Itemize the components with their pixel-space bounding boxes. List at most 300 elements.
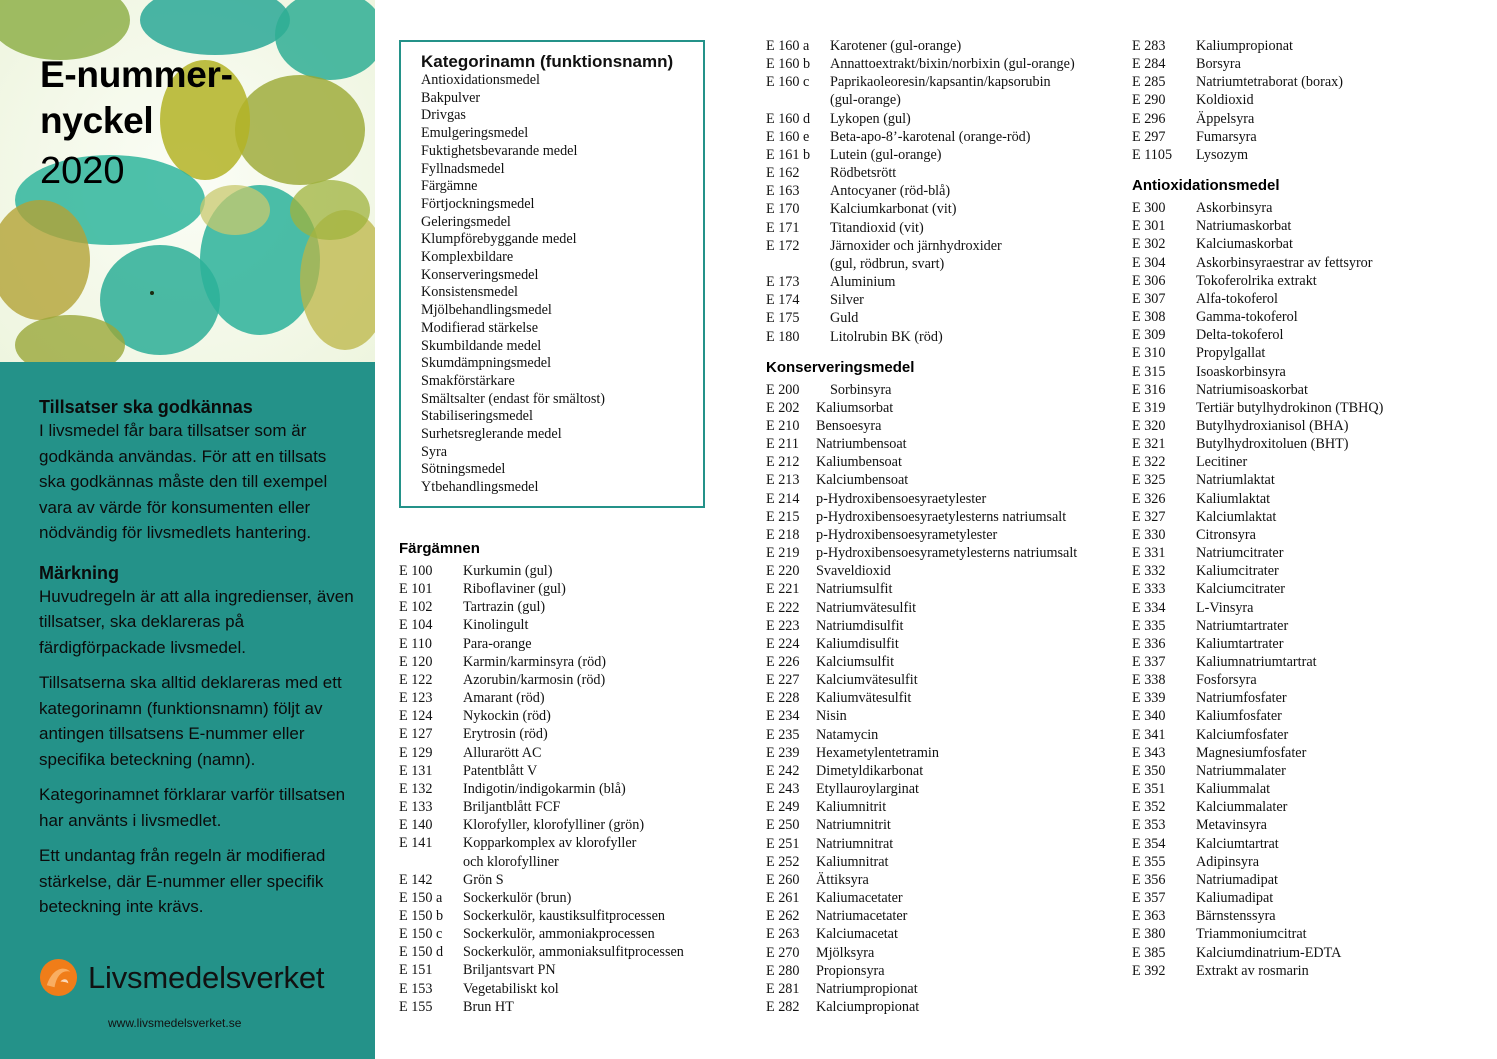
e-number-code: E 234: [766, 708, 800, 725]
colours-heading: Färgämnen: [399, 540, 480, 557]
e-number-row: [766, 762, 1077, 780]
e-number-row: [1132, 580, 1383, 598]
e-number-name: Bensoesyra: [816, 417, 882, 434]
e-number-row: [1132, 853, 1383, 871]
e-number-row: [766, 291, 1077, 309]
e-number-code: E 239: [766, 744, 800, 761]
e-number-code: E 160 b: [766, 56, 811, 73]
e-number-row: [399, 961, 684, 979]
category-item: Färgämne: [421, 178, 478, 195]
e-number-row: [1132, 381, 1383, 399]
e-number-row: [1132, 816, 1383, 834]
e-number-row: [766, 907, 1077, 925]
e-number-code: E 214: [766, 490, 800, 507]
e-number-row: [1132, 91, 1383, 109]
e-number-name: Dimetyldikarbonat: [816, 762, 924, 779]
e-number-row: [1132, 835, 1383, 853]
e-number-name: Natriumaskorbat: [1196, 218, 1292, 235]
preservatives-heading: Konserveringsmedel: [766, 358, 915, 376]
e-number-name: Kalciumbensoat: [816, 472, 909, 489]
e-number-row: [766, 580, 1077, 598]
e-number-row: [766, 889, 1077, 907]
category-item: Stabiliseringsmedel: [421, 408, 533, 425]
e-number-name: Hexametylentetramin: [816, 744, 939, 761]
e-number-name: Äppelsyra: [1196, 110, 1255, 127]
e-number-name: p-Hydroxibensoesyraetylester: [816, 490, 987, 507]
e-number-code: E 304: [1132, 254, 1166, 271]
e-number-name: Antocyaner (röd-blå): [830, 183, 951, 200]
e-number-name: Natriumnitrit: [816, 817, 891, 834]
e-number-name: Kalciummalater: [1196, 799, 1288, 816]
e-number-row: [766, 744, 1077, 762]
e-number-name: Natriumpropionat: [816, 980, 918, 997]
e-number-name: Para-orange: [463, 635, 532, 652]
e-number-code: E 301: [1132, 218, 1166, 235]
e-number-code: E 284: [1132, 56, 1166, 73]
e-number-code: E 356: [1132, 871, 1166, 888]
brand-logo[interactable]: [39, 958, 324, 997]
e-number-name: Propionsyra: [816, 962, 885, 979]
e-number-row: [399, 744, 684, 762]
category-item: Modifierad stärkelse: [421, 319, 539, 336]
e-number-code: E 155: [399, 998, 433, 1015]
e-number-name: Metavinsyra: [1196, 817, 1267, 834]
e-number-row: [399, 725, 684, 743]
category-item: Skumdämpningsmedel: [421, 355, 552, 372]
e-number-name: Natamycin: [816, 726, 879, 743]
e-number-code: E 213: [766, 472, 800, 489]
para-declaration: Tillsatserna ska alltid deklareras med ett kategorinamn (funktionsnamn) följt av antingen tillsatsens E-nummer eller specifika beteckning (namn).: [39, 673, 342, 769]
e-number-code: E 228: [766, 690, 800, 707]
e-number-code: E 282: [766, 998, 800, 1015]
e-number-row: [766, 219, 1077, 237]
e-number-code: E 127: [399, 726, 433, 743]
e-number-code: E 250: [766, 817, 800, 834]
e-number-row: [1132, 889, 1383, 907]
colours-section: [399, 539, 684, 1016]
e-number-name: Natriumnitrat: [816, 835, 894, 852]
category-item: Surhetsreglerande medel: [421, 426, 562, 443]
e-number-code: E 320: [1132, 417, 1166, 434]
e-number-name: Amarant (röd): [463, 690, 545, 707]
e-number-name: Askorbinsyra: [1196, 200, 1273, 217]
e-number-row: [1132, 146, 1383, 164]
e-number-code: E 351: [1132, 781, 1166, 798]
e-number-code: E 315: [1132, 363, 1166, 380]
e-number-code: E 331: [1132, 545, 1166, 562]
e-number-row: [399, 980, 684, 998]
e-number-code: E 336: [1132, 635, 1166, 652]
e-number-row: [1132, 599, 1383, 617]
e-number-code: E 102: [399, 599, 433, 616]
e-number-row: [1132, 907, 1383, 925]
e-number-name: p-Hydroxibensoesyraetylesterns natriumsalt: [816, 508, 1067, 525]
e-number-name: Kalciumcitrater: [1196, 581, 1286, 598]
e-number-row: [399, 834, 684, 852]
e-number-row: [766, 980, 1077, 998]
e-number-name: Etyllauroylarginat: [816, 781, 919, 798]
e-number-row: [399, 871, 684, 889]
e-number-row: [1132, 363, 1383, 381]
e-number-name: Natriummalater: [1196, 762, 1286, 779]
e-number-code: E 327: [1132, 508, 1166, 525]
preservatives-list: [766, 381, 1077, 1016]
e-number-name: Patentblått V: [463, 762, 538, 779]
e-number-code: E 222: [766, 599, 800, 616]
antioxidants-heading: Antioxidationsmedel: [1132, 177, 1280, 195]
e-number-name: Kalciumsulfit: [816, 654, 895, 670]
e-number-row: [766, 944, 1077, 962]
e-number-name: Briljantsvart PN: [463, 962, 556, 979]
e-number-code: E 330: [1132, 526, 1166, 543]
e-number-code: E 285: [1132, 74, 1166, 91]
e-number-row: [399, 816, 684, 834]
e-number-name: Riboflaviner (gul): [463, 581, 566, 598]
e-number-code: E 341: [1132, 726, 1166, 743]
e-number-row: [766, 599, 1077, 617]
e-number-name: Litolrubin BK (röd): [830, 328, 943, 345]
e-number-row: [1132, 254, 1383, 272]
e-number-row: [766, 37, 1077, 55]
e-number-row: [766, 399, 1077, 417]
e-number-row: [766, 925, 1077, 943]
e-number-code: E 392: [1132, 962, 1166, 979]
e-number-name: Butylhydroxitoluen (BHT): [1196, 436, 1349, 453]
e-number-code: E 172: [766, 237, 800, 254]
e-number-code: [399, 853, 463, 871]
e-number-code: E 223: [766, 617, 800, 634]
e-number-row: [399, 635, 684, 653]
e-number-code: E 212: [766, 454, 800, 471]
e-number-name: Kaliumbensoat: [816, 454, 902, 471]
e-number-name: Kaliumnitrit: [816, 799, 887, 816]
e-number-name: Brun HT: [463, 998, 514, 1015]
category-item: Emulgeringsmedel: [421, 125, 529, 142]
title-year: 2020: [40, 150, 125, 192]
heading-labelling: Märkning: [39, 562, 120, 583]
e-number-name: Natriumtartrater: [1196, 617, 1289, 634]
e-number-code: E 161 b: [766, 146, 811, 163]
e-number-name: Sockerkulör (brun): [463, 889, 572, 906]
e-number-code: E 142: [399, 871, 433, 888]
e-number-name: Kalciumaskorbat: [1196, 236, 1293, 253]
e-number-name: Kaliumnitrat: [816, 853, 889, 870]
e-number-code: E 354: [1132, 835, 1166, 852]
e-number-row: [1132, 73, 1383, 91]
e-number-code: E 123: [399, 690, 433, 707]
e-number-name: Lykopen (gul): [830, 110, 911, 127]
e-number-row: [766, 635, 1077, 653]
title-line-1: E-nummer-: [40, 54, 233, 95]
e-number-name: Beta-apo-8’-karotenal (orange-röd): [830, 128, 1031, 145]
e-number-code: E 316: [1132, 381, 1166, 398]
category-item: Syra: [421, 443, 448, 460]
e-number-code: E 120: [399, 653, 433, 670]
e-number-code: E 283: [1132, 38, 1166, 54]
e-number-row: [399, 653, 684, 671]
e-number-name: Nykockin (röd): [463, 708, 551, 725]
e-number-name: Fosforsyra: [1196, 672, 1257, 689]
e-number-row: [1132, 707, 1383, 725]
e-number-name: Citronsyra: [1196, 526, 1256, 543]
e-number-code: E 133: [399, 799, 433, 816]
e-number-row: [766, 835, 1077, 853]
e-number-row: [1132, 726, 1383, 744]
e-number-row: [766, 798, 1077, 816]
e-number-name: Koldioxid: [1196, 92, 1254, 109]
e-number-name: Kalciumfosfater: [1196, 726, 1289, 743]
category-item: Antioxidationsmedel: [421, 72, 541, 88]
e-number-row: [399, 925, 684, 943]
e-number-row: [766, 55, 1077, 73]
e-number-code: E 352: [1132, 799, 1166, 816]
website-link[interactable]: www.livsmedelsverket.se: [108, 1016, 242, 1030]
e-number-row: [766, 653, 1077, 671]
e-number-code: E 200: [766, 381, 800, 398]
e-number-row: [399, 707, 684, 725]
e-number-name: Kaliumadipat: [1196, 890, 1274, 907]
e-number-name: Karmin/karminsyra (röd): [463, 653, 607, 670]
e-number-code: E 322: [1132, 454, 1166, 471]
e-number-row: [1132, 744, 1383, 762]
e-number-row: [1132, 55, 1383, 73]
e-number-row: [1132, 526, 1383, 544]
e-number-name: (gul-orange): [830, 92, 901, 109]
e-number-row: [1132, 689, 1383, 707]
e-number-row: [766, 128, 1077, 146]
e-number-code: E 340: [1132, 708, 1166, 725]
e-number-code: E 235: [766, 726, 800, 743]
e-number-row: [766, 255, 1077, 273]
para-approval: I livsmedel får bara tillsatser som är godkända användas. För att en tillsats ska godkännas måste den till exempel vara av värde för konsumenten eller nödvändig för livsmedlets hantering.: [39, 421, 328, 542]
e-number-name: Indigotin/indigokarmin (blå): [463, 780, 626, 797]
e-number-row: [1132, 453, 1383, 471]
e-number-name: Lutein (gul-orange): [830, 146, 942, 163]
e-number-code: E 122: [399, 671, 433, 688]
e-number-row: [766, 490, 1077, 508]
e-number-row: [766, 780, 1077, 798]
e-number-name: Tertiär butylhydrokinon (TBHQ): [1196, 399, 1384, 416]
e-number-code: E 101: [399, 581, 433, 598]
column-3: [1132, 37, 1383, 980]
e-number-name: Natriumacetater: [816, 908, 908, 925]
e-number-code: E 281: [766, 980, 800, 997]
e-number-name: Karotener (gul-orange): [830, 38, 962, 54]
e-number-row: [1132, 128, 1383, 146]
e-number-row: [766, 273, 1077, 291]
e-number-name: Borsyra: [1196, 56, 1241, 73]
e-number-code: E 363: [1132, 908, 1166, 925]
e-number-name: Magnesiumfosfater: [1196, 744, 1307, 761]
e-number-code: E 174: [766, 292, 800, 309]
e-number-name: Titandioxid (vit): [830, 219, 924, 236]
e-number-code: E 338: [1132, 672, 1166, 689]
e-number-code: E 333: [1132, 581, 1166, 598]
brand-name: Livsmedelsverket: [88, 959, 325, 995]
e-number-name: Kaliumvätesulfit: [816, 690, 912, 707]
e-number-name: Allurarött AC: [463, 744, 542, 761]
e-number-name: Järnoxider och järnhydroxider: [830, 237, 1002, 254]
e-number-code: E 243: [766, 781, 800, 798]
e-number-row: [766, 381, 1077, 399]
e-number-row: [1132, 635, 1383, 653]
e-number-name: Kaliumdisulfit: [816, 635, 899, 652]
category-item: Smältsalter (endast för smältost): [421, 390, 606, 407]
e-number-row: [399, 689, 684, 707]
e-number-code: E 104: [399, 617, 433, 634]
category-item: Konserveringsmedel: [421, 266, 539, 283]
category-item: Drivgas: [421, 107, 466, 124]
e-number-code: E 307: [1132, 290, 1166, 307]
e-number-row: [1132, 544, 1383, 562]
e-number-code: E 218: [766, 526, 800, 543]
e-number-row: [399, 943, 684, 961]
e-number-code: [766, 91, 830, 109]
e-number-code: E 150 c: [399, 926, 443, 943]
e-number-row: [766, 73, 1077, 91]
e-number-code: E 160 e: [766, 128, 810, 145]
e-number-name: Briljantblått FCF: [463, 799, 561, 816]
e-number-name: Isoaskorbinsyra: [1196, 363, 1286, 380]
e-number-row: [766, 508, 1077, 526]
e-number-code: E 306: [1132, 272, 1166, 289]
e-number-code: E 353: [1132, 817, 1166, 834]
e-number-name: Propylgallat: [1196, 345, 1266, 362]
preservatives-continued-list: [1132, 37, 1383, 164]
e-number-row: [766, 962, 1077, 980]
category-item: Klumpförebyggande medel: [421, 231, 577, 248]
e-number-code: E 343: [1132, 744, 1166, 761]
e-number-name: Tartrazin (gul): [463, 599, 546, 616]
e-number-name: Kaliumsorbat: [816, 399, 894, 416]
e-number-row: [1132, 671, 1383, 689]
e-number-row: [766, 707, 1077, 725]
e-number-name: Kaliumlaktat: [1196, 490, 1271, 507]
e-number-name: Tokoferolrika extrakt: [1196, 272, 1317, 289]
colours-continued-list: [766, 37, 1077, 346]
e-number-name: Natriumadipat: [1196, 871, 1278, 888]
colours-list: [399, 562, 684, 1016]
category-box: [399, 40, 705, 508]
antioxidants-list: [1132, 199, 1383, 980]
e-number-row: [399, 616, 684, 634]
para-labelling: Huvudregeln är att alla ingredienser, även tillsatser, ska deklareras på färdigförpackade livsmedel.: [39, 586, 354, 657]
e-number-code: E 249: [766, 799, 800, 816]
e-number-code: E 226: [766, 654, 800, 670]
e-number-row: [399, 889, 684, 907]
e-number-name: Natriumfosfater: [1196, 690, 1287, 707]
e-number-row: [1132, 944, 1383, 962]
e-number-row: [1132, 290, 1383, 308]
category-item: Geleringsmedel: [421, 213, 511, 230]
e-number-row: [1132, 617, 1383, 635]
e-number-name: Svaveldioxid: [816, 563, 891, 580]
e-number-row: [766, 471, 1077, 489]
e-number-row: [399, 598, 684, 616]
e-number-row: [1132, 110, 1383, 128]
e-number-code: E 380: [1132, 926, 1166, 943]
title-line-2: nyckel: [40, 100, 154, 141]
e-number-row: [399, 907, 684, 925]
e-number-row: [766, 998, 1077, 1016]
e-number-row: [766, 526, 1077, 544]
e-number-code: E 140: [399, 817, 433, 834]
e-number-row: [1132, 798, 1383, 816]
e-number-code: E 153: [399, 980, 433, 997]
e-number-name: Sorbinsyra: [830, 381, 892, 398]
e-number-code: E 350: [1132, 762, 1166, 779]
e-number-row: [766, 146, 1077, 164]
e-number-code: E 270: [766, 944, 800, 961]
e-number-name: Sockerkulör, ammoniaksulfitprocessen: [463, 944, 684, 961]
e-number-name: och klorofylliner: [463, 853, 559, 870]
e-number-code: E 325: [1132, 472, 1166, 489]
e-number-code: E 160 a: [766, 38, 810, 54]
e-number-name: Kurkumin (gul): [463, 563, 553, 579]
e-number-code: E 296: [1132, 110, 1166, 127]
e-number-row: [399, 780, 684, 798]
e-number-code: E 385: [1132, 944, 1166, 961]
e-number-code: E 310: [1132, 345, 1166, 362]
e-number-row: [399, 562, 684, 580]
e-number-row: [1132, 344, 1383, 362]
e-number-row: [766, 435, 1077, 453]
e-number-row: [1132, 962, 1383, 980]
e-number-code: E 110: [399, 635, 432, 652]
e-number-code: E 150 b: [399, 907, 444, 924]
e-number-row: [399, 798, 684, 816]
heading-approval: Tillsatser ska godkännas: [39, 397, 253, 417]
e-number-row: [1132, 37, 1383, 55]
e-number-code: E 262: [766, 908, 800, 925]
livsmedelsverket-logo-icon: [39, 958, 78, 997]
e-number-name: Paprikaoleoresin/kapsantin/kapsorubin: [830, 74, 1051, 91]
e-number-name: Kaliumpropionat: [1196, 38, 1293, 54]
e-number-row: [766, 328, 1077, 346]
category-item: Bakpulver: [421, 89, 481, 106]
e-number-row: [766, 91, 1077, 109]
e-number-name: Bärnstenssyra: [1196, 908, 1276, 925]
e-number-code: E 129: [399, 744, 433, 761]
e-number-row: [1132, 871, 1383, 889]
e-number-row: [766, 417, 1077, 435]
e-number-code: E 339: [1132, 690, 1166, 707]
e-number-name: Kinolingult: [463, 617, 529, 634]
e-number-name: Kaliumacetater: [816, 890, 903, 907]
e-number-row: [1132, 199, 1383, 217]
e-number-code: E 224: [766, 635, 800, 652]
e-number-row: [1132, 762, 1383, 780]
e-number-name: Alfa-tokoferol: [1196, 290, 1278, 307]
e-number-name: Kaliummalat: [1196, 781, 1271, 798]
e-number-name: Gamma-tokoferol: [1196, 309, 1298, 326]
e-number-code: E 251: [766, 835, 800, 852]
e-number-code: E 263: [766, 926, 800, 943]
e-number-name: Kalciumlaktat: [1196, 508, 1277, 525]
e-number-row: [766, 200, 1077, 218]
e-number-row: [399, 762, 684, 780]
e-number-name: Natriumsulfit: [816, 581, 893, 598]
category-item: Fyllnadsmedel: [421, 160, 505, 177]
e-number-code: E 355: [1132, 853, 1166, 870]
e-number-name: L-Vinsyra: [1196, 599, 1254, 616]
category-item: Ytbehandlingsmedel: [421, 479, 539, 496]
e-number-row: [1132, 780, 1383, 798]
e-number-code: E 300: [1132, 200, 1166, 217]
e-number-row: [1132, 326, 1383, 344]
e-number-code: [766, 255, 830, 273]
cover-photo: [0, 0, 375, 362]
